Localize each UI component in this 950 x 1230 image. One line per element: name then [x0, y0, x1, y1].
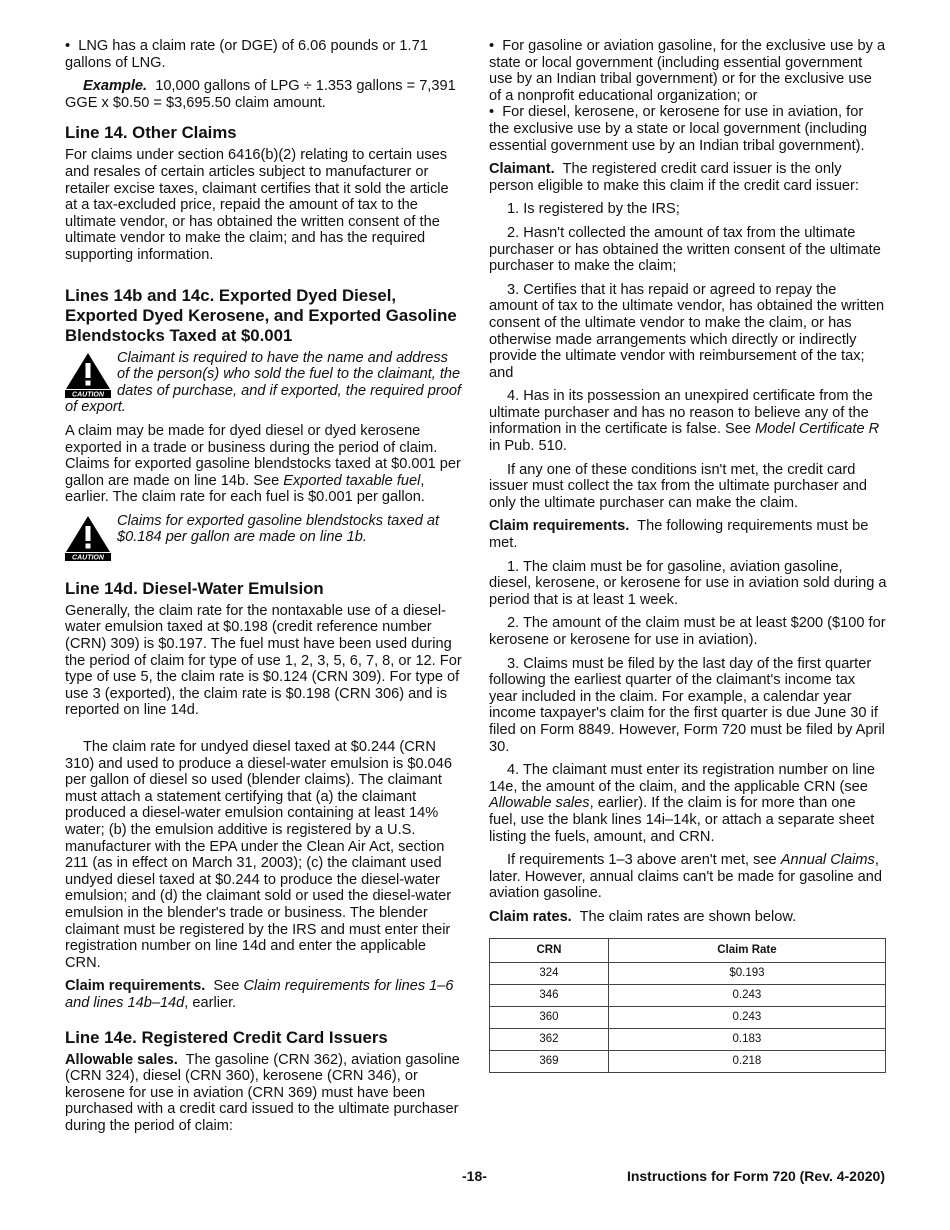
- heading-line-14: Line 14. Other Claims: [65, 123, 237, 143]
- claimant-condition-3: 3. Certifies that it has repaid or agreed to repay the amount of tax to the ultimate vendor, has obtained the written consent of the ultimate vendor to make the claim, or has otherwise made arrangements which directly or indirectly provide the ultimate vendor with reimbursement of the tax; and: [489, 281, 885, 381]
- caution-label: CAUTION: [72, 554, 104, 561]
- caution-icon: [65, 515, 111, 561]
- bullet-diesel: • For diesel, kerosene, or kerosene for use in aviation, for the exclusive use by a state or local government (including essential government use by an Indian tribal government).: [489, 104, 868, 154]
- allowable-sales: Allowable sales. The gasoline (CRN 362), aviation gasoline (CRN 324), diesel (CRN 360), kerosene (CRN 346), or kerosene for use in aviation (CRN 369) must have been purchased with a credit card issued to the ultimate purchaser during the period of claim:: [65, 1051, 460, 1134]
- caution-note-1: [65, 350, 463, 416]
- table-cell-crn: 369: [490, 1050, 609, 1072]
- table-cell-crn: 360: [490, 1006, 609, 1028]
- claimant-condition-2: 2. Hasn't collected the amount of tax from the ultimate purchaser or has obtained the written consent of the ultimate purchaser to make the claim;: [489, 224, 881, 275]
- line-14-text: For claims under section 6416(b)(2) relating to certain uses and resales of certain articles subject to manufacturer or retailer excise taxes, claimant certifies that it sold the article at a tax-excluded price, repaid the amount of tax to the ultimate vendor, or has obtained the written consent of the ultimate vendor to make the claim; and has the required supporting information.: [65, 147, 449, 263]
- table-cell-crn: 362: [490, 1028, 609, 1050]
- table-header-crn: CRN: [490, 938, 609, 962]
- claim-rates-table: [489, 938, 886, 1073]
- claimant-paragraph: Claimant. The registered credit card issuer is the only person eligible to make this claim if the credit card issuer:: [489, 161, 859, 194]
- table-cell-rate: $0.193: [608, 962, 885, 984]
- claim-requirements-ref: Claim requirements. See Claim requirements for lines 1–6 and lines 14b–14d, earlier.: [65, 978, 454, 1011]
- table-row: [490, 1006, 886, 1028]
- claim-rates-intro: Claim rates. The claim rates are shown below.: [489, 908, 797, 925]
- line-14d-paragraph-2: The claim rate for undyed diesel taxed at $0.244 (CRN 310) and used to produce a diesel-water emulsion is $0.046 per gallon of diesel so used (blender claims). The claimant must attach a statement certifying that (a) the claimant produced a diesel-water emulsion containing at least 14% water; (b) the emulsion additive is registered by a U.S. manufacturer with the EPA under the Clean Air Act, section 211 (as in effect on March 31, 2003); (c) the claimant used undyed diesel taxed at $0.244 to produce the diesel-water emulsion; and (d) the claimant sold or used the diesel-water emulsion in the blender's trade or business. The blender claimant must be registered by the IRS and must enter their registration number on line 14d and enter the applicable CRN.: [65, 739, 452, 971]
- caution-note-2: [65, 513, 463, 561]
- claimant-condition-4: 4. Has in its possession an unexpired certificate from the ultimate purchaser and has no reason to believe any of the information in the certificate is false. See Model Certificate R in Pub. 510.: [489, 388, 880, 455]
- heading-lines-14b-14c: Lines 14b and 14c. Exported Dyed Diesel, Exported Dyed Kerosene, and Exported Gasoline Blendstocks Taxed at $0.001: [65, 285, 457, 345]
- table-cell-crn: 346: [490, 984, 609, 1006]
- claimant-condition-1: 1. Is registered by the IRS;: [507, 201, 680, 218]
- heading-line-14e: Line 14e. Registered Credit Card Issuers: [65, 1027, 388, 1047]
- annual-claims-note: If requirements 1–3 above aren't met, see Annual Claims, later. However, annual claims can't be made for gasoline and aviation gasoline.: [489, 852, 882, 902]
- table-header-claim-rate: Claim Rate: [608, 938, 885, 962]
- caution-label: CAUTION: [72, 391, 104, 398]
- requirement-3: 3. Claims must be filed by the last day of the first quarter following the earliest quarter of the claimant's income tax year included in the claim. For example, a calendar year income taxpayer's claim for the first quarter is due June 30 if filed on Form 8849. However, Form 720 must be filed by April 30.: [489, 655, 885, 755]
- caution-icon: [65, 352, 111, 398]
- table-row: [490, 1028, 886, 1050]
- table-row: [490, 984, 886, 1006]
- claim-requirements-intro: Claim requirements. The following requirements must be met.: [489, 518, 869, 552]
- requirement-1: 1. The claim must be for gasoline, aviation gasoline, diesel, kerosene, or kerosene for use in aviation sold during a period that is at least 1 week.: [489, 558, 887, 608]
- heading-line-14d: Line 14d. Diesel-Water Emulsion: [65, 578, 324, 598]
- line-14d-paragraph-1: Generally, the claim rate for the nontaxable use of a diesel-water emulsion taxed at $0.198 (credit reference number (CRN) 309) is $0.197. The fuel must have been used during the period of claim for type of use 1, 2, 3, 5, 6, 7, 8, or 12. For type of use 5, the claim rate is $0.124 (CRN 309). For type of use 3 (exported), the claim rate is $0.198 (CRN 306) and is reported on line 14d.: [65, 602, 462, 719]
- conditions-not-met: If any one of these conditions isn't met, the credit card issuer must collect the tax from the ultimate purchaser and only the ultimate purchaser can make the claim.: [489, 461, 867, 511]
- page-number: -18-: [462, 1168, 487, 1184]
- table-row: [490, 962, 886, 984]
- example-paragraph: Example. 10,000 gallons of LPG ÷ 1.353 gallons = 7,391 GGE x $0.50 = $3,695.50 claim amount.: [65, 78, 456, 111]
- caution-text-1: Claimant is required to have the name and address of the person(s) who sold the fuel to the claimant, the dates of purchase, and if exported, the required proof of export.: [65, 349, 461, 416]
- requirement-4: 4. The claimant must enter its registration number on line 14e, the amount of the claim, and the applicable CRN (see Allowable sales, earlier). If the claim is for more than one fuel, use the blank lines 14i–14k, or attach a separate sheet listing the fuels, amount, and CRN.: [489, 762, 875, 845]
- dyed-fuel-text: A claim may be made for dyed diesel or dyed kerosene exported in a trade or business during the period of claim. Claims for exported gasoline blendstocks taxed at $0.001 per gallon are made on line 14b. See Exported taxable fuel, earlier. The claim rate for each fuel is $0.001 per gallon.: [65, 422, 461, 506]
- table-row: [490, 1050, 886, 1072]
- table-cell-crn: 324: [490, 962, 609, 984]
- table-cell-rate: 0.243: [608, 984, 885, 1006]
- table-cell-rate: 0.243: [608, 1006, 885, 1028]
- table-header-row: [490, 938, 886, 962]
- bullet-gasoline: • For gasoline or aviation gasoline, for the exclusive use by a state or local government (including essential government use by an Indian tribal government) or for the exclusive use of a nonprofit educational organization; or: [489, 38, 886, 104]
- requirement-2: 2. The amount of the claim must be at least $200 ($100 for kerosene or kerosene for use in aviation).: [489, 615, 886, 648]
- table-cell-rate: 0.218: [608, 1050, 885, 1072]
- right-column: [489, 38, 887, 1073]
- left-column: [65, 38, 463, 1142]
- form-reference: Instructions for Form 720 (Rev. 4-2020): [626, 1168, 885, 1184]
- caution-text-2: Claims for exported gasoline blendstocks taxed at $0.184 per gallon are made on line 1b.: [117, 512, 440, 546]
- lng-bullet: • LNG has a claim rate (or DGE) of 6.06 pounds or 1.71 gallons of LNG.: [65, 38, 428, 71]
- table-cell-rate: 0.183: [608, 1028, 885, 1050]
